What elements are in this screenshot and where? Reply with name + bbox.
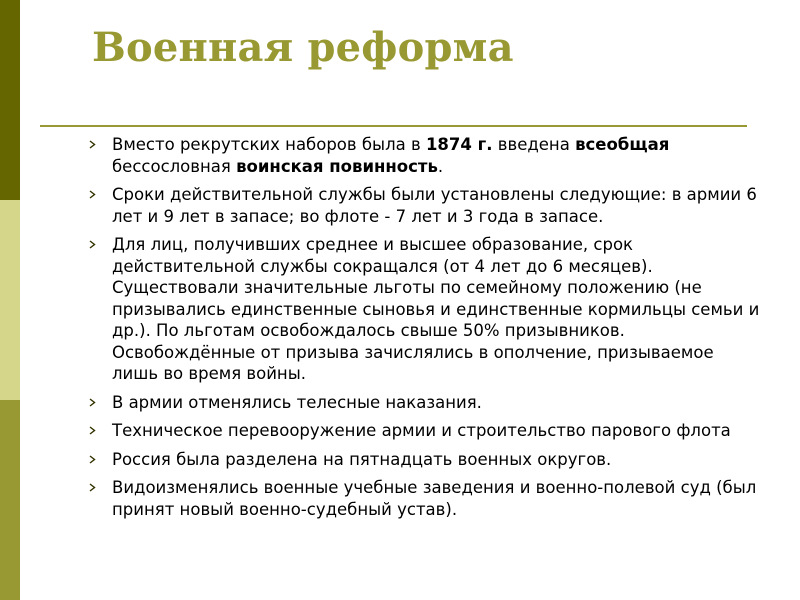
bullet-text: Для лиц, получивших среднее и высшее образование, срок действительной службы сокращался (от 4 лет до 6 месяцев). Существовали значительные льготы по семейному положению (не призывались единственные сыновья и единственные кормильцы семьи и др.). По льготам освобождалось свыше 50% призывников. Освобождённые от призыва зачислялись в ополчение, призываемое лишь во время войны. bbox=[112, 235, 760, 383]
chevron-right-icon bbox=[88, 483, 97, 492]
list-item bbox=[88, 420, 760, 442]
list-item bbox=[88, 392, 760, 414]
side-stripe-bottom bbox=[0, 400, 20, 600]
list-item bbox=[88, 449, 760, 471]
side-stripe-middle bbox=[0, 200, 20, 400]
bullet-text: Техническое перевооружение армии и строительство парового флота bbox=[112, 421, 731, 440]
bullet-text: Сроки действительной службы были установлены следующие: в армии 6 лет и 9 лет в запасе; во флоте - 7 лет и 3 года в запасе. bbox=[112, 185, 757, 226]
bullet-text: Вместо рекрутских наборов была в 1874 г. введена всеобщая бессословная воинская повинность. bbox=[112, 135, 670, 176]
bullet-list bbox=[88, 134, 760, 527]
title-divider bbox=[40, 125, 747, 127]
bullet-text: Россия была разделена на пятнадцать военных округов. bbox=[112, 449, 612, 469]
chevron-right-icon bbox=[88, 140, 97, 149]
chevron-right-icon bbox=[88, 426, 97, 435]
chevron-right-icon bbox=[88, 398, 97, 407]
bullet-text: В армии отменялись телесные наказания. bbox=[112, 392, 482, 412]
list-item bbox=[88, 477, 760, 520]
list-item bbox=[88, 184, 760, 227]
side-stripe-top bbox=[0, 0, 20, 200]
list-item bbox=[88, 134, 760, 177]
chevron-right-icon bbox=[88, 190, 97, 199]
list-item bbox=[88, 234, 760, 385]
chevron-right-icon bbox=[88, 240, 97, 249]
chevron-right-icon bbox=[88, 455, 97, 464]
slide-title: Военная реформа bbox=[92, 24, 514, 71]
bullet-text: Видоизменялись военные учебные заведения и военно-полевой суд (был принят новый военно-судебный устав). bbox=[112, 478, 757, 519]
